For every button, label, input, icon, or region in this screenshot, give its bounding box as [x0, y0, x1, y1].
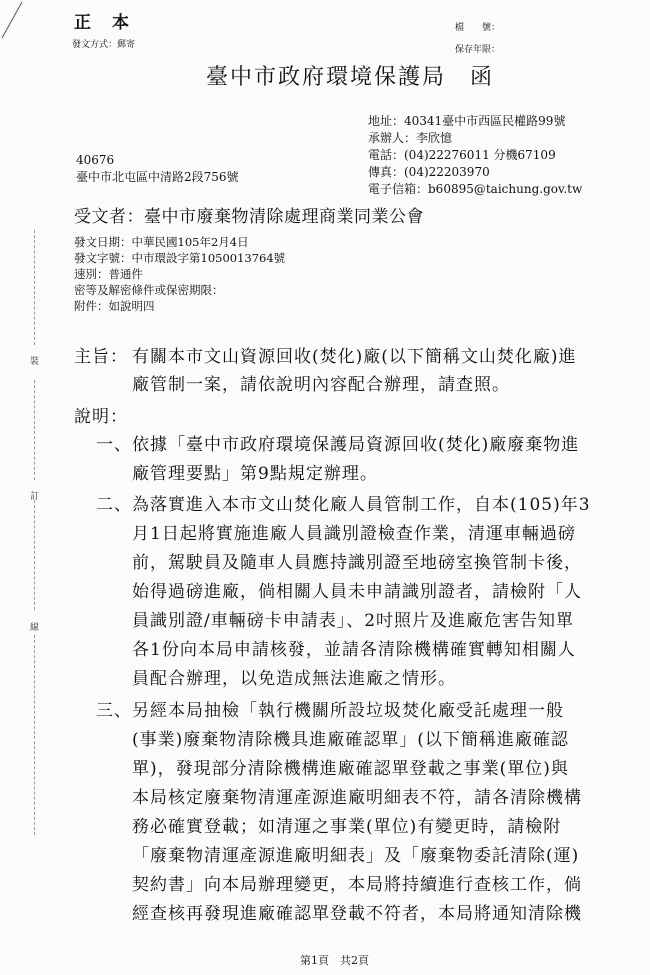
margin-mark-zhuang: 裝	[30, 357, 40, 367]
item-2-line: 前，駕駛員及隨車人員應持識別證至地磅室換管制卡後，	[132, 553, 582, 573]
item-3-line: 務必確實登載；如清運之事業(單位)有變更時，請檢附	[132, 817, 562, 837]
receiver: 受文者：臺中市廢棄物清除處理商業同業公會	[74, 207, 424, 227]
binding-line-mid	[34, 380, 36, 480]
item-2-number: 二、	[96, 495, 132, 515]
sender-fax: 傳真：(04)22203970	[368, 165, 490, 179]
item-1-line: 依據「臺中市政府環境保護局資源回收(焚化)廠廢棄物進	[132, 435, 580, 455]
item-3-number: 三、	[96, 701, 132, 721]
binding-line-top	[34, 230, 36, 345]
recipient-address	[76, 152, 239, 186]
sender-phone: 電話：(04)22276011 分機67109	[368, 148, 556, 162]
send-method: 發文方式：郵寄	[72, 40, 136, 50]
explanation-label: 說明：	[74, 407, 128, 427]
meta-fields	[74, 234, 285, 314]
page-number: 第1頁 共2頁	[300, 954, 369, 967]
corner-scratch	[0, 0, 40, 40]
file-number-label: 檔 號：	[455, 23, 501, 33]
retention-label: 保存年限：	[455, 45, 501, 55]
item-2-line: 為落實進入本市文山焚化廠人員管制工作，自本(105)年3	[132, 495, 591, 515]
issue-date: 發文日期：中華民國105年2月4日	[74, 235, 249, 249]
item-3-line: 契約書」向本局辦理變更，本局將持續進行查核工作，倘	[132, 875, 582, 895]
item-2-line: 始得過磅進廠，倘相關人員未申請識別證者，請檢附「人	[132, 582, 582, 602]
item-3-line: (事業)廢棄物清除機具進廠確認單」(以下簡稱進廠確認	[132, 730, 569, 750]
binding-line-bottom	[34, 635, 36, 835]
sender-address: 地址：40341臺中市西區民權路99號	[368, 114, 566, 128]
item-2-line: 月1日起將實施進廠人員識別證檢查作業，清運車輛過磅	[132, 524, 576, 544]
subject-line-2: 廠管制一案，請依說明內容配合辦理，請查照。	[132, 375, 510, 395]
item-2-line: 員識別證/車輛磅卡申請表」、2吋照片及進廠危害告知單	[132, 611, 575, 631]
recipient-postal-code: 40676	[76, 153, 115, 167]
item-3-line: 經查核再發現進廠確認單登載不符者，本局將通知清除機	[132, 904, 582, 924]
secrecy: 密等及解密條件或保密期限：	[74, 283, 224, 297]
subject-label: 主旨：	[74, 347, 128, 367]
item-1-number: 一、	[96, 435, 132, 455]
item-3-line: 單)，發現部分清除機構進廠確認單登載之事業(單位)與	[132, 759, 569, 779]
copy-label: 正 本	[74, 13, 131, 33]
item-2-line: 員配合辦理，以免造成無法進廠之情形。	[132, 669, 456, 689]
margin-mark-ding: 訂	[30, 492, 40, 502]
item-2-line: 各1份向本局申請核發，並請各清除機構確實轉知相關人	[132, 640, 576, 660]
margin-mark-xian: 線	[30, 623, 40, 633]
recipient-street: 臺中市北屯區中清路2段756號	[76, 170, 239, 184]
sender-handler: 承辦人：李欣憶	[368, 131, 453, 145]
document-title: 臺中市政府環境保護局 函	[206, 65, 495, 90]
item-3-line: 「廢棄物清運產源進廠明細表」及「廢棄物委託清除(運)	[132, 846, 580, 866]
subject-line-1: 有關本市文山資源回收(焚化)廠(以下簡稱文山焚化廠)進	[132, 347, 577, 367]
item-3-line: 另經本局抽檢「執行機關所設垃圾焚化廠受託處理一般	[132, 701, 564, 721]
document-number: 發文字號：中市環設字第1050013764號	[74, 251, 286, 265]
item-1-line: 廠管理要點」第9點規定辦理。	[132, 464, 378, 484]
sender-email: 電子信箱：b60895@taichung.gov.tw	[368, 182, 583, 196]
sender-info	[368, 113, 582, 198]
attachment: 附件：如說明四	[74, 299, 155, 313]
binding-line-low	[34, 500, 36, 610]
item-3-line: 本局核定廢棄物清運產源進廠明細表不符，請各清除機構	[132, 788, 582, 808]
speed: 速別：普通件	[74, 267, 143, 281]
